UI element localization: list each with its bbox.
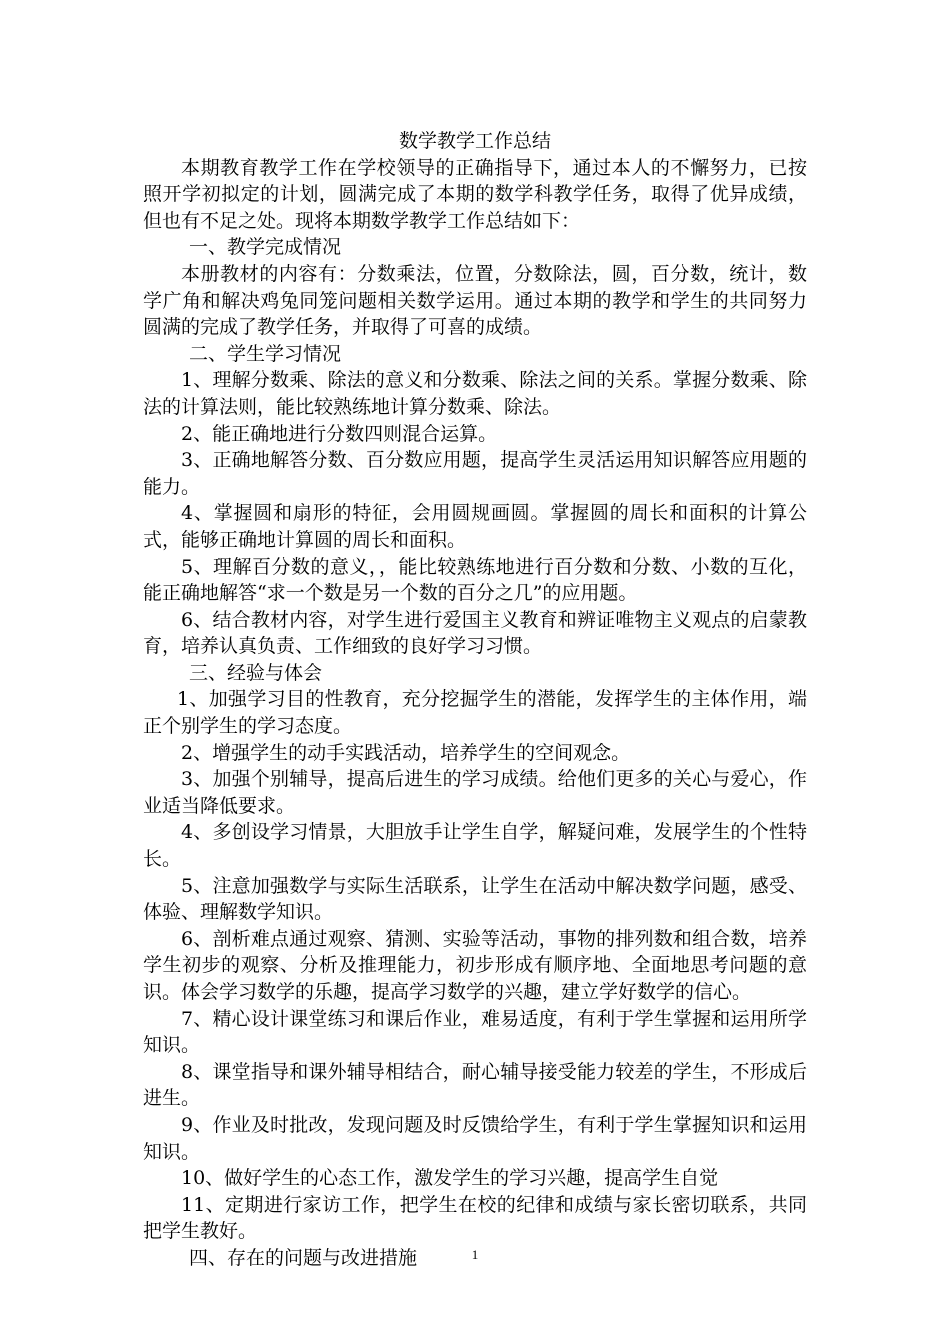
- section-3-item: 4、多创设学习情景，大胆放手让学生自学，解疑问难，发展学生的个性特长。: [143, 821, 807, 871]
- section-1-body: 本册教材的内容有：分数乘法，位置，分数除法，圆，百分数，统计，数学广角和解决鸡兔同笼问题相关数学运用。通过本期的教学和学生的共同努力圆满的完成了教学任务，并取得了可喜的成绩。: [143, 262, 807, 339]
- section-3-item: 8、课堂指导和课外辅导相结合，耐心辅导接受能力较差的学生，不形成后进生。: [143, 1060, 807, 1110]
- section-heading-2: 二、学生学习情况: [189, 342, 342, 365]
- section-heading-1: 一、教学完成情况: [189, 236, 342, 259]
- section-3-item: 1、加强学习目的性教育，充分挖掘学生的潜能，发挥学生的主体作用，端正个别学生的学习态度。: [143, 688, 807, 738]
- section-2-item: 2、能正确地进行分数四则混合运算。: [181, 422, 498, 445]
- section-2-item: 6、结合教材内容，对学生进行爱国主义教育和辨证唯物主义观点的启蒙教育，培养认真负责、工作细致的良好学习习惯。: [143, 608, 807, 658]
- document-title: 数学教学工作总结: [398, 130, 551, 152]
- section-heading-4: 四、存在的问题与改进措施: [189, 1246, 418, 1269]
- section-heading-3: 三、经验与体会: [189, 661, 323, 684]
- section-2-item: 5、理解百分数的意义，，能比较熟练地进行百分数和分数、小数的互化，能正确地解答“求一个数是另一个数的百分之几”的应用题。: [143, 555, 807, 605]
- section-3-item: 3、加强个别辅导，提高后进生的学习成绩。给他们更多的关心与爱心，作业适当降低要求。: [143, 768, 807, 817]
- section-3-item: 5、注意加强数学与实际生活联系，让学生在活动中解决数学问题，感受、体验、理解数学知识。: [143, 874, 807, 924]
- section-2-item: 4、掌握圆和扇形的特征，会用圆规画圆。掌握圆的周长和面积的计算公式，能够正确地计算圆的周长和面积。: [143, 502, 807, 551]
- section-2-item: 3、正确地解答分数、百分数应用题，提高学生灵活运用知识解答应用题的能力。: [143, 449, 807, 498]
- page-number: 1: [471, 1247, 479, 1262]
- section-3-item: 9、作业及时批改，发现问题及时反馈给学生，有利于学生掌握知识和运用知识。: [143, 1113, 807, 1163]
- section-3-item: 11、定期进行家访工作，把学生在校的纪律和成绩与家长密切联系，共同把学生教好。: [143, 1193, 807, 1243]
- document-body: [143, 128, 807, 1272]
- section-3-item: 7、精心设计课堂练习和课后作业，难易适度，有利于学生掌握和运用所学知识。: [143, 1007, 807, 1057]
- section-2-item: 1、理解分数乘、除法的意义和分数乘、除法之间的关系。掌握分数乘、除法的计算法则，能比较熟练地计算分数乘、除法。: [143, 369, 807, 418]
- section-3-item: 10、做好学生的心态工作，激发学生的学习兴趣，提高学生自觉: [181, 1167, 719, 1190]
- intro-paragraph: 本期教育教学工作在学校领导的正确指导下，通过本人的不懈努力，已按照开学初拟定的计划，圆满完成了本期的数学科教学任务，取得了优异成绩，但也有不足之处。现将本期数学教学工作总结如下：: [143, 156, 807, 232]
- section-3-item: 2、增强学生的动手实践活动，培养学生的空间观念。: [181, 741, 631, 764]
- section-3-item: 6、剖析难点通过观察、猜测、实验等活动，事物的排列数和组合数，培养学生初步的观察、分析及推理能力，初步形成有顺序地、全面地思考问题的意识。体会学习数学的乐趣，提高学习数学的兴趣，建立学好数学的信心。: [143, 927, 807, 1003]
